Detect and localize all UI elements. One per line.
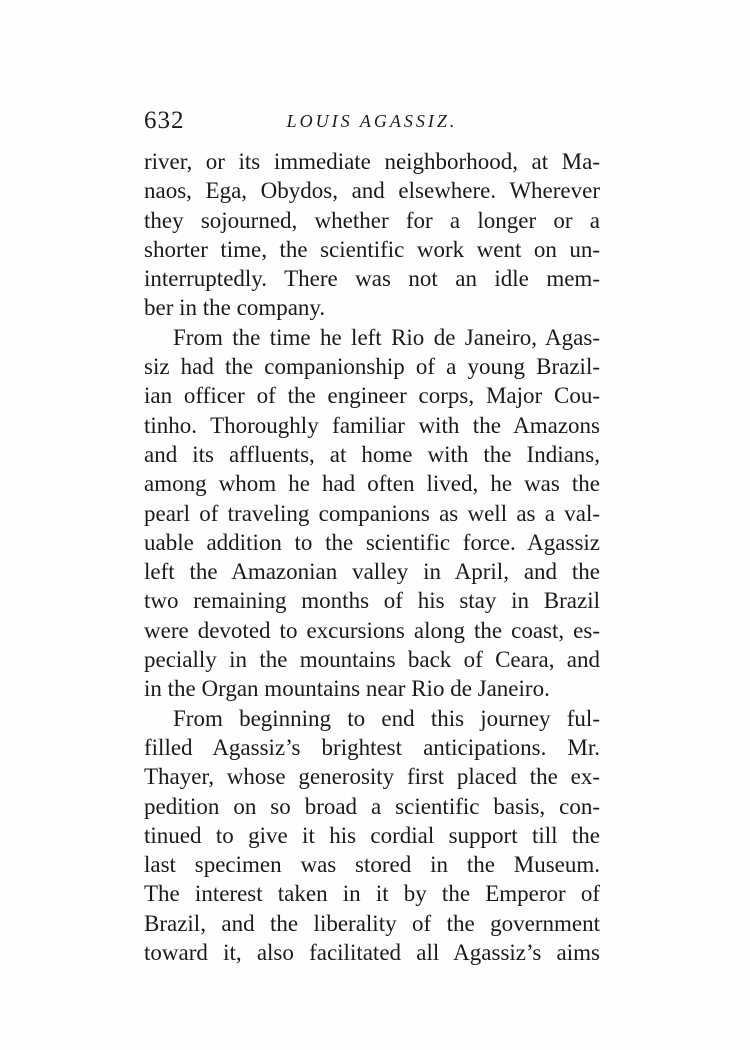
text-line: toward it, also facilitated all Agassiz’s aims [144,940,600,966]
running-head [144,107,600,139]
text-line: ber in the company. [144,295,326,321]
text-line: siz had the companionship of a young Brazil- [144,354,600,380]
text-line: among whom he had often lived, he was the [144,471,600,497]
text-line: river, or its immediate neighborhood, at Ma- [144,149,600,174]
text-line: Brazil, and the liberality of the government [144,910,600,936]
text-line: they sojourned, whether for a longer or a [144,207,600,233]
running-title: LOUIS AGASSIZ. [286,111,458,131]
text-line: ian officer of the engineer corps, Major Cou- [144,383,600,409]
text-line: pedition on so broad a scientific basis, con- [144,793,600,819]
text-line: in the Organ mountains near Rio de Janeiro. [144,676,550,702]
text-line: two remaining months of his stay in Brazil [144,588,600,614]
text-line: From beginning to end this journey ful- [173,705,600,731]
text-line: and its affluents, at home with the Indians, [144,441,600,467]
text-line: tinho. Thoroughly familiar with the Amazons [144,412,600,438]
text-line: naos, Ega, Obydos, and elsewhere. Wherever [144,178,600,204]
text-line: shorter time, the scientific work went on un- [144,236,600,262]
text-line: left the Amazonian valley in April, and the [144,559,600,585]
text-line: pecially in the mountains back of Ceara, and [144,647,600,673]
text-line: The interest taken in it by the Emperor of [144,881,600,907]
text-line: tinued to give it his cordial support till the [144,822,600,848]
text-line: pearl of traveling companions as well as a val- [144,500,600,526]
text-line: last specimen was stored in the Museum. [144,852,600,878]
page-number: 632 [144,107,185,134]
text-line: Thayer, whose generosity first placed the ex- [144,764,600,790]
text-line: were devoted to excursions along the coast, es- [144,617,600,643]
text-line: From the time he left Rio de Janeiro, Agas- [173,324,600,350]
text-line: uable addition to the scientific force. Agassiz [144,529,600,555]
text-line: interruptedly. There was not an idle mem- [144,266,600,292]
body-text [144,147,600,967]
text-line: filled Agassiz’s brightest anticipations. Mr. [144,734,600,760]
